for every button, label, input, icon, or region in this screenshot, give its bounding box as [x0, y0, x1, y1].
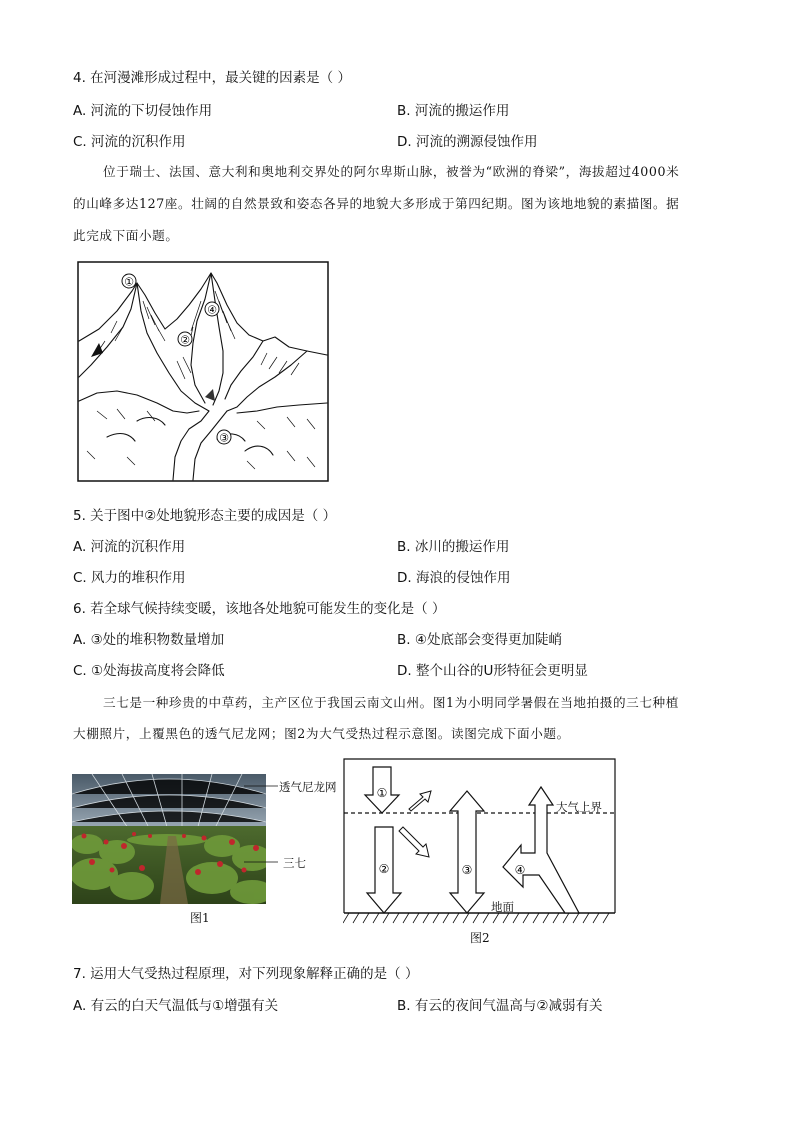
fig1-leader-lines	[240, 780, 280, 870]
fig2-arrow-3-label: ③	[461, 863, 473, 877]
q5-stem: 5. 关于图中②处地貌形态主要的成因是（ ）	[73, 508, 337, 524]
q6-option-b: B. ④处底部会变得更加陡峭	[397, 632, 562, 648]
q4-option-d: D. 河流的溯源侵蚀作用	[397, 134, 538, 150]
fig1-label-nylon-net: 透气尼龙网	[279, 780, 337, 794]
passage2-line1: 三七是一种珍贵的中草药，主产区位于我国云南文山州。图1为小明同学暑假在当地拍摄的三七种植	[103, 695, 679, 710]
fig2-arrow-2-label: ②	[378, 862, 390, 876]
q6-stem: 6. 若全球气候持续变暖，该地各处地貌可能发生的变化是（ ）	[73, 601, 446, 617]
q4-option-b: B. 河流的搬运作用	[397, 103, 510, 119]
q7-stem: 7. 运用大气受热过程原理，对下列现象解释正确的是（ ）	[73, 966, 419, 982]
atmospheric-heating-diagram	[343, 757, 617, 925]
q7-option-a: A. 有云的白天气温低与①增强有关	[73, 998, 279, 1014]
sketch-marker-3: ③	[219, 431, 229, 445]
sketch-marker-2: ②	[180, 333, 190, 347]
q7-option-b: B. 有云的夜间气温高与②减弱有关	[397, 998, 603, 1014]
q5-option-b: B. 冰川的搬运作用	[397, 539, 510, 555]
fig2-label-ground: 地面	[491, 900, 514, 914]
passage2-line2: 大棚照片，上覆黑色的透气尼龙网；图2为大气受热过程示意图。读图完成下面小题。	[73, 726, 570, 741]
q5-option-d: D. 海浪的侵蚀作用	[397, 570, 511, 586]
fig1-caption: 图1	[190, 911, 210, 925]
sketch-marker-4: ④	[207, 303, 217, 317]
passage1-line2: 的山峰多达127座。壮阔的自然景致和姿态各异的地貌大多形成于第四纪期。图为该地地貌的素描图。据	[73, 196, 680, 211]
q6-option-a: A. ③处的堆积物数量增加	[73, 632, 225, 648]
q5-option-a: A. 河流的沉积作用	[73, 539, 186, 555]
fig2-label-atmosphere-top: 大气上界	[556, 800, 602, 814]
q6-option-c: C. ①处海拔高度将会降低	[73, 663, 225, 679]
fig2-caption: 图2	[470, 931, 490, 945]
fig1-label-sanqi: 三七	[283, 856, 306, 870]
sketch-marker-1: ①	[124, 275, 134, 289]
q5-option-c: C. 风力的堆积作用	[73, 570, 186, 586]
fig2-arrow-4-label: ④	[514, 863, 526, 877]
q4-option-a: A. 河流的下切侵蚀作用	[73, 103, 213, 119]
q6-option-d: D. 整个山谷的U形特征会更明显	[397, 663, 588, 679]
alpine-landform-sketch	[77, 261, 329, 482]
passage1-line1: 位于瑞士、法国、意大利和奥地利交界处的阿尔卑斯山脉，被誉为“欧洲的脊梁”，海拔超过4000米	[103, 164, 680, 179]
q4-stem: 4. 在河漫滩形成过程中，最关键的因素是（ ）	[73, 70, 351, 86]
passage1-line3: 此完成下面小题。	[73, 228, 179, 243]
q4-option-c: C. 河流的沉积作用	[73, 134, 186, 150]
greenhouse-photo	[72, 774, 266, 904]
fig2-arrow-1-label: ①	[376, 786, 388, 800]
